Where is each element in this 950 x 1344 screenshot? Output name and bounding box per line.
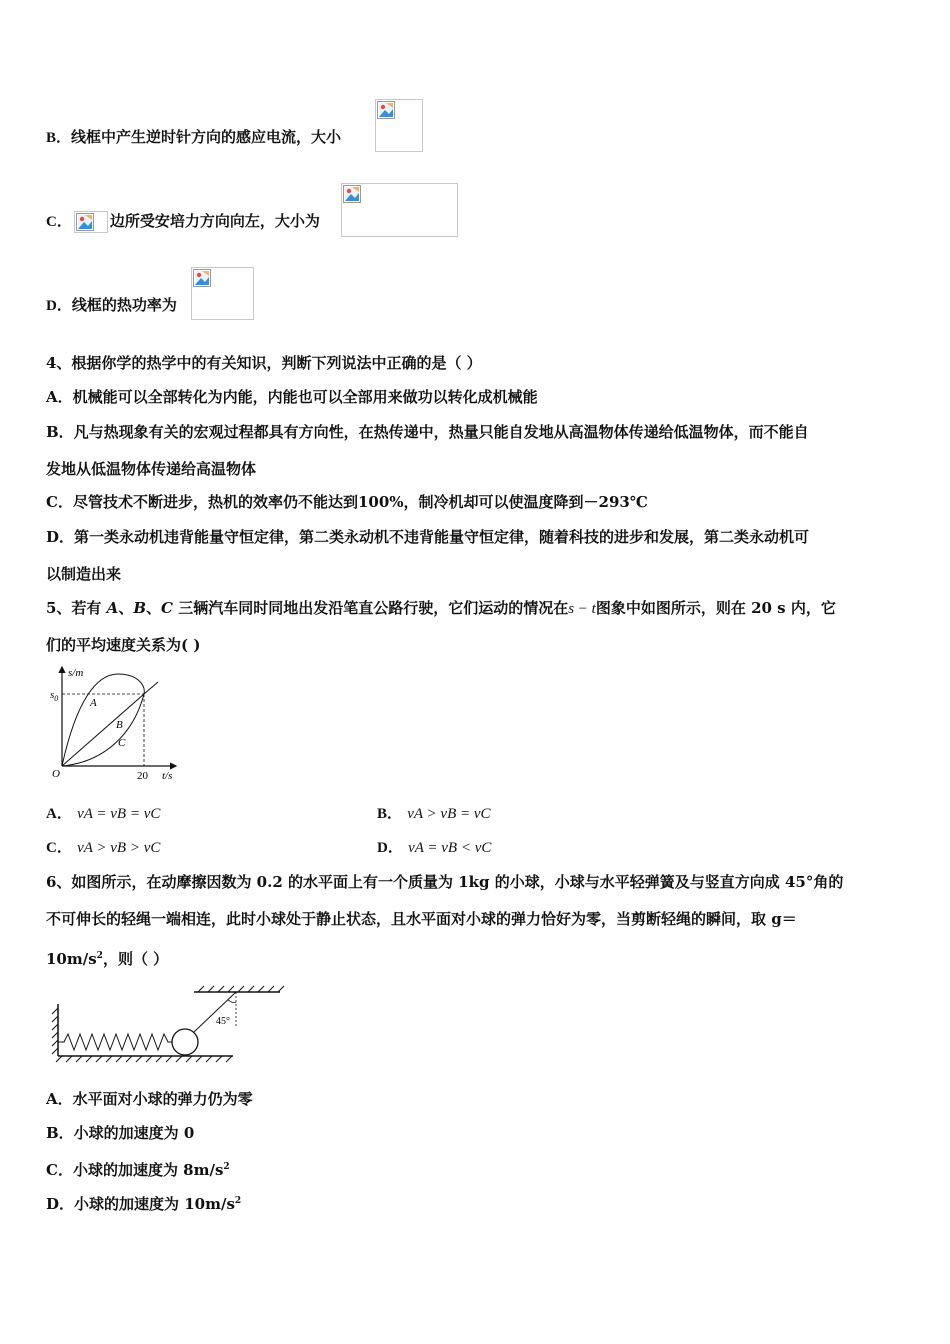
broken-image-icon [377,101,395,119]
formula-image-placeholder [191,267,254,320]
curve-b-label: B [116,719,123,731]
formula-image-placeholder [341,183,458,237]
q4-option-d-line2: 以制造出来 [46,565,122,583]
s-axis-label: s/m [68,667,84,679]
q3-option-d [46,294,177,317]
q5-option-d [377,836,491,859]
text: D．小球的加速度为 10m/s [46,1195,235,1213]
text: ，则（ ） [102,950,169,968]
broken-image-icon [343,185,361,203]
option-letter: D． [377,840,403,856]
option-letter: B． [377,806,403,822]
ceiling-hatch [198,986,284,992]
car-b: B [133,599,147,617]
q6-option-b: B．小球的加速度为 0 [46,1124,195,1142]
option-expression: vA = vB = vC [77,806,161,822]
q6-stem-line3 [46,945,168,970]
q5-option-a [46,802,160,825]
q6-option-a: A．水平面对小球的弹力仍为零 [46,1090,253,1108]
q3-option-b [46,126,341,149]
option-text: 线框的热功率为 [71,296,177,314]
t-axis-label: t/s [162,770,173,782]
text: 、 [118,599,134,617]
car-a: A [106,599,119,617]
q5-stem-line1 [46,597,836,620]
curve-a-label: A [90,697,97,709]
option-expression: vA > vB = vC [407,806,491,822]
option-letter: C． [46,840,72,856]
spring-ball-figure [48,982,288,1068]
q4-stem: 4、根据你学的热学中的有关知识，判断下列说法中正确的是（ ） [46,354,482,372]
q4-option-c: C．尽管技术不断进步，热机的效率仍不能达到100%，制冷机却可以使温度降到－293℃ [46,493,648,511]
option-text: 边所受安培力方向向左，大小为 [109,212,320,230]
q6-option-d [46,1190,241,1215]
q5-option-b [377,802,491,825]
text: 、 [146,599,162,617]
s-t-symbol: s − t [568,601,596,617]
superscript: 2 [96,951,103,961]
angle-arc [228,1000,236,1003]
wall-hatch [52,1008,58,1054]
option-letter: C． [46,214,72,230]
curve-c-label: C [118,737,126,749]
option-letter: B． [46,130,72,146]
option-letter: A． [46,806,72,822]
q5-stem-line2: 们的平均速度关系为( ) [46,636,201,654]
text: 10m/s [46,950,97,968]
car-c: C [161,599,173,617]
angle-label: 45° [216,1016,230,1027]
superscript: 2 [223,1162,230,1172]
option-text: 线框中产生逆时针方向的感应电流，大小 [71,128,342,146]
text: 图象中如图所示，则在 20 s 内，它 [595,599,836,617]
q6-stem-line2: 不可伸长的轻绳一端相连，此时小球处于静止状态，且水平面对小球的弹力恰好为零，当剪断轻绳的瞬间，取 g＝ [46,910,797,928]
formula-image-placeholder [74,211,108,233]
q4-option-b-line2: 发地从低温物体传递给高温物体 [46,460,257,478]
q3-option-c [46,210,320,233]
option-letter: D． [46,298,72,314]
option-expression: vA > vB > vC [77,840,161,856]
broken-image-icon [76,213,94,231]
broken-image-icon [193,269,211,287]
curve-b [62,694,144,766]
text: 5、若有 [46,599,107,617]
q5-option-c [46,836,160,859]
ball [172,1029,198,1055]
st-graph [46,662,186,784]
q4-option-b-line1: B．凡与热现象有关的宏观过程都具有方向性，在热传递中，热量只能自发地从高温物体传递给低温物体，而不能自 [46,423,809,441]
q4-option-d-line1: D．第一类永动机违背能量守恒定律，第二类永动机不违背能量守恒定律，随着科技的进步和发展，第二类永动机可 [46,528,810,546]
s0-label: $s_0$ [50,689,59,703]
line-extension [144,682,158,694]
origin-label: O [52,768,60,780]
q6-stem-line1: 6、如图所示，在动摩擦因数为 0.2 的水平面上有一个质量为 1kg 的小球，小球与水平轻弹簧及与竖直方向成 45°角的 [46,873,844,891]
formula-image-placeholder [375,99,423,152]
q6-option-c [46,1156,230,1181]
spring [58,1034,172,1050]
superscript: 2 [234,1196,242,1206]
text: 三辆汽车同时同地出发沿笔直公路行驶，它们运动的情况在 [172,599,569,617]
option-expression: vA = vB < vC [408,840,492,856]
t20-label: 20 [137,770,148,782]
q4-option-a: A．机械能可以全部转化为内能，内能也可以全部用来做功以转化成机械能 [46,388,538,406]
floor-hatch [56,1056,232,1062]
text: C．小球的加速度为 8m/s [46,1161,224,1179]
